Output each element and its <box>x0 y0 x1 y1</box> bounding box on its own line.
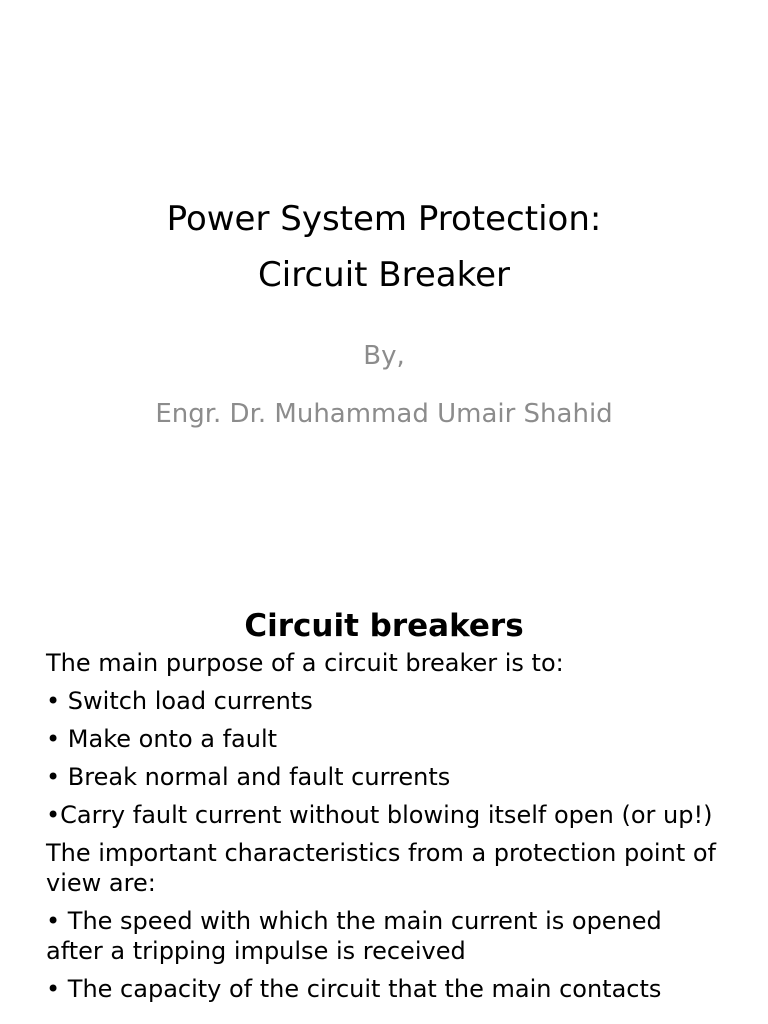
by-label: By, <box>363 341 405 371</box>
bullet-carry-fault: •Carry fault current without blowing itself open (or up!) <box>46 801 713 829</box>
presentation-title <box>0 191 768 303</box>
title-line-1: Power System Protection: <box>166 199 602 239</box>
bullet-switch-load: • Switch load currents <box>46 687 313 715</box>
body-line-intro: The main purpose of a circuit breaker is to: <box>46 649 564 677</box>
content-slide <box>0 576 768 1024</box>
title-line-2: Circuit Breaker <box>258 255 510 295</box>
bullet-break-currents: • Break normal and fault currents <box>46 763 451 791</box>
author-name: Engr. Dr. Muhammad Umair Shahid <box>155 399 613 429</box>
bullet-speed: • The speed with which the main current is opened after a tripping impulse is received <box>46 907 662 965</box>
slide-body <box>46 648 726 1012</box>
bullet-capacity: • The capacity of the circuit that the main contacts <box>46 975 662 1003</box>
presentation-subtitle <box>0 334 768 436</box>
body-line-characteristics: The important characteristics from a protection point of view are: <box>46 839 716 897</box>
slide-title: Circuit breakers <box>244 608 524 644</box>
bullet-make-fault: • Make onto a fault <box>46 725 278 753</box>
